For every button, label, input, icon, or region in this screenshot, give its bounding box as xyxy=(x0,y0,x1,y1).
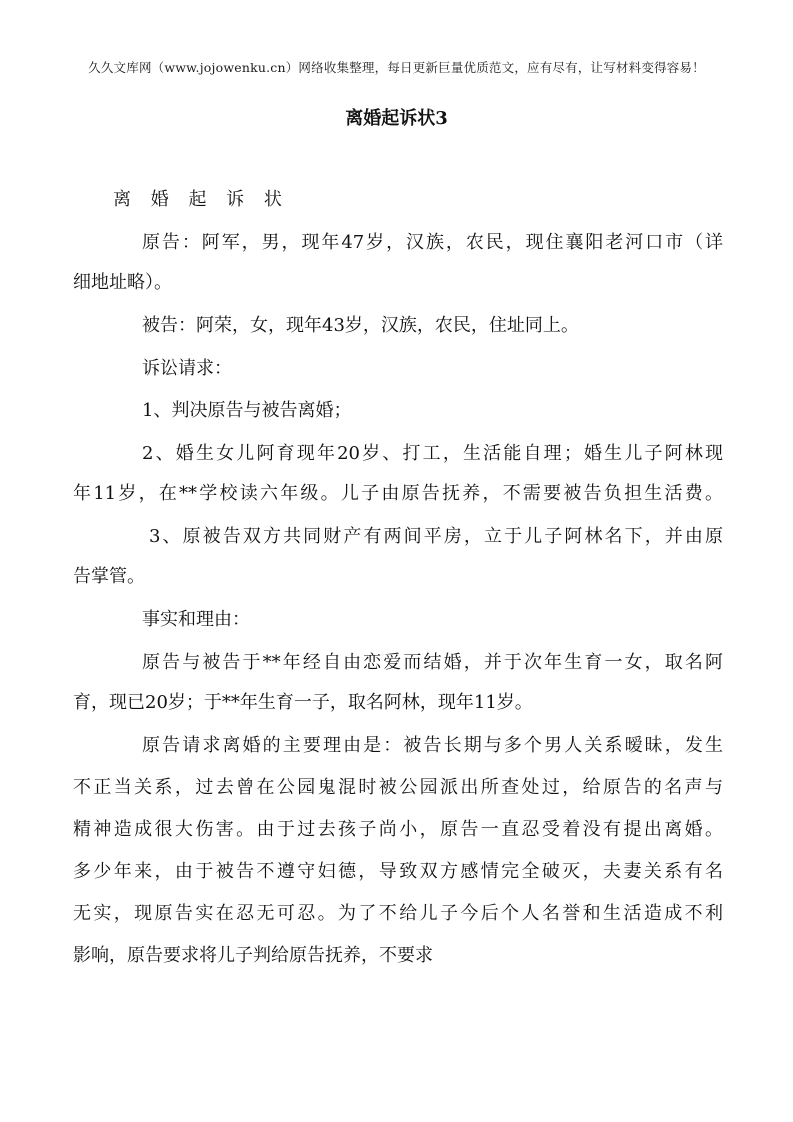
facts-paragraph-2-line-4: 多少年来，由于被告不遵守妇德，导致双方感情完全破灭，夫妻关系有名 xyxy=(73,861,723,882)
page-header-note: 久久文库网（www.jojowenku.cn）网络收集整理，每日更新巨量优质范文，应有尽有，让写材料变得容易！ xyxy=(88,60,705,75)
facts-heading: 事实和理由： xyxy=(142,609,250,630)
claim-2-line-1: 2、婚生女儿阿育现年20岁、打工，生活能自理；婚生儿子阿林现 xyxy=(142,443,723,464)
document-heading: 离 婚 起 诉 状 xyxy=(113,189,289,210)
claim-3-line-1: 3、原被告双方共同财产有两间平房，立于儿子阿林名下，并由原 xyxy=(149,526,723,547)
facts-paragraph-2-line-3: 精神造成很大伤害。由于过去孩子尚小，原告一直忍受着没有提出离婚。 xyxy=(73,819,723,840)
facts-paragraph-2-line-6: 影响，原告要求将儿子判给原告抚养，不要求 xyxy=(73,945,433,966)
facts-paragraph-2-line-5: 无实，现原告实在忍无可忍。为了不给儿子今后个人名誉和生活造成不利 xyxy=(73,903,723,924)
document-title: 离婚起诉状3 xyxy=(345,108,448,129)
facts-paragraph-2-line-2: 不正当关系，过去曾在公园鬼混时被公园派出所查处过，给原告的名声与 xyxy=(73,777,723,798)
claim-3-line-2: 告掌管。 xyxy=(73,566,145,587)
plaintiff-line-2: 细地址略）。 xyxy=(73,272,172,293)
claims-heading: 诉讼请求： xyxy=(142,358,232,379)
defendant-line: 被告：阿荣，女，现年43岁，汉族，农民，住址同上。 xyxy=(142,315,579,336)
claim-1: 1、判决原告与被告离婚； xyxy=(142,400,352,421)
plaintiff-line-1: 原告：阿军，男，现年47岁，汉族，农民，现住襄阳老河口市（详 xyxy=(142,232,723,253)
claim-2-line-2: 年11岁，在**学校读六年级。儿子由原告抚养，不需要被告负担生活费。 xyxy=(73,483,723,504)
facts-paragraph-2-line-1: 原告请求离婚的主要理由是：被告长期与多个男人关系暧昧，发生 xyxy=(142,735,723,756)
facts-paragraph-1-line-1: 原告与被告于**年经自由恋爱而结婚，并于次年生育一女，取名阿 xyxy=(142,652,723,673)
facts-paragraph-1-line-2: 育，现已20岁；于**年生育一子，取名阿林，现年11岁。 xyxy=(73,692,533,713)
